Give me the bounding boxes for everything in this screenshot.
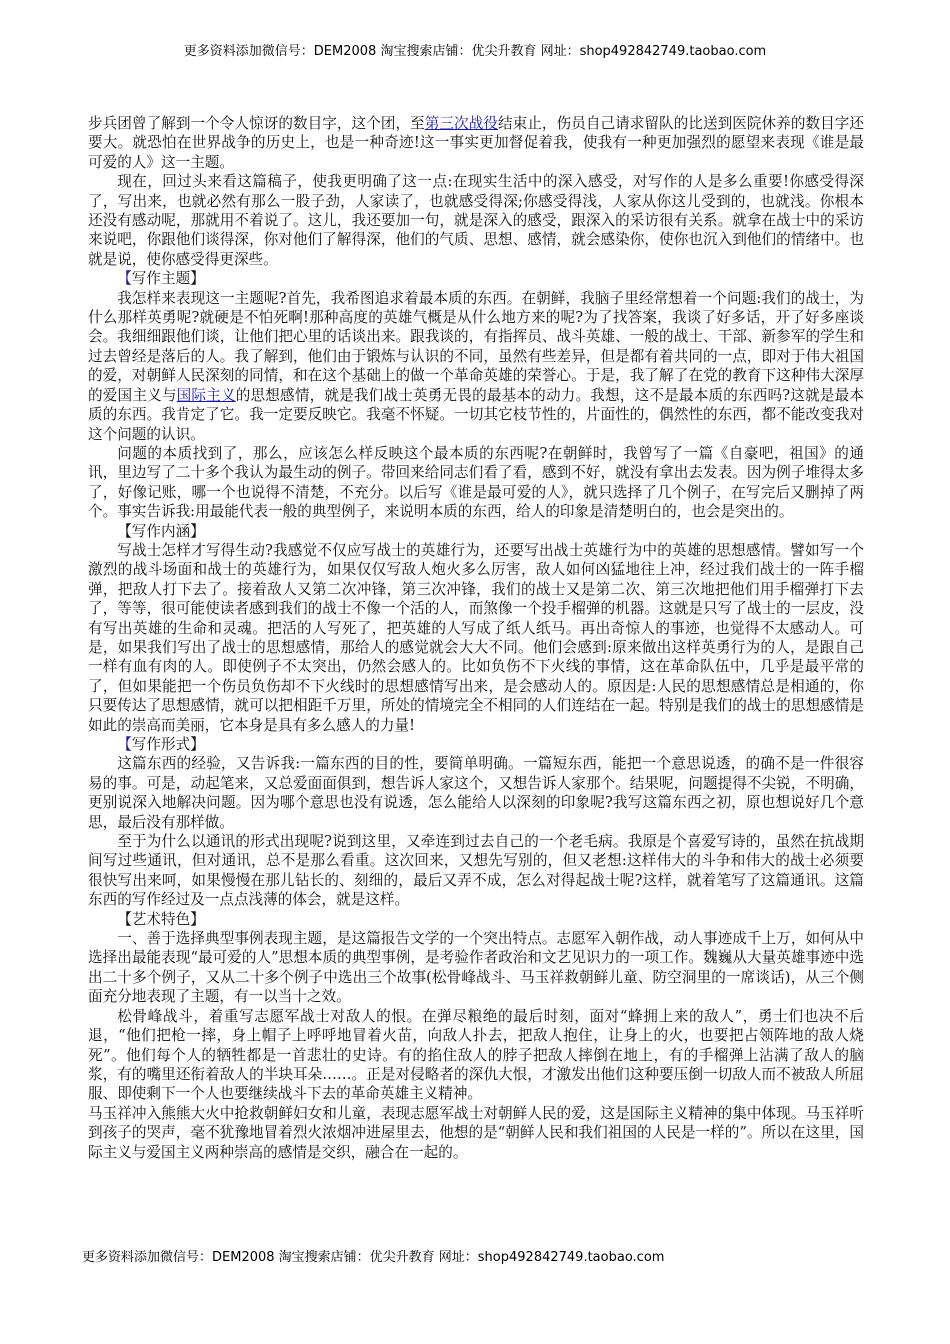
paragraph: 现在，回过头来看这篇稿子，使我更明确了这一点:在现实生活中的深入感受，对写作的人是多么重要!你感受得深了，写出来，也就必然有那么一股子劲，人家读了，也就感受得深;你感受得浅，人家从你这儿受到的，也就浅。你根本还没有感动呢，那就用不着说了。这儿，我还要加一句，就是深入的感受，跟深入的采访很有关系。就拿在战士中的采访来说吧，你跟他们谈得深，你对他们了解得深，他们的气质、思想、感情，就会感染你，使你也沉入到他们的情绪中。也就是说，使你感受得更深些。	[88, 173, 864, 268]
page-footer: 更多资料添加微信号：DEM2008 淘宝搜索店铺：优尖升教育 网址：shop492842749.taobao.com	[82, 1250, 665, 1265]
paragraph: 马玉祥冲入熊熊大火中抢救朝鲜妇女和儿童，表现志愿军战士对朝鲜人民的爱，这是国际主义精神的集中体现。马玉祥听到孩子的哭声，毫不犹豫地冒着烈火浓烟冲进屋里去，他想的是“朝鲜人民和我们祖国的人民是一样的”。所以在这里，国际主义与爱国主义两种崇高的感情是交织，融合在一起的。	[88, 1104, 864, 1161]
paragraph: 我怎样来表现这一主题呢?首先，我希图追求着最本质的东西。在朝鲜，我脑子里经常想着一个问题:我们的战士，为什么那样英勇呢?就硬是不怕死啊!那种高度的英雄气概是从什么地方来的呢?为了找答案，我谈了好多话，开了好多座谈会。我细细跟他们谈，让他们把心里的话谈出来。跟我谈的，有指挥员、战斗英雄、一般的战士、干部、新参军的学生和过去曾经是落后的人。我了解到，他们由于锻炼与认识的不同，虽然有些差异，但是都有着共同的一点，即对于伟大祖国的爱，对朝鲜人民深刻的同情，和在这个基础上的做一个革命英雄的荣誉心。于是，我了解了在党的教育下这种伟大深厚的爱国主义与国际主义的思想感情，就是我们战士英勇无畏的最基本的动力。我想，这不是最本质的东西吗?这就是最本质的东西。我肯定了它。我一定要反映它。我毫不怀疑。一切其它枝节性的，片面性的，偶然性的东西，都不能改变我对这个问题的认识。	[88, 289, 864, 443]
paragraph: 这篇东西的经验，又告诉我:一篇东西的目的性，要简单明确。一篇短东西，能把一个意思说透，的确不是一件很容易的事。可是，动起笔来，又总爱面面俱到，想告诉人家这个，又想告诉人家那个。结果呢，问题提得不尖锐，不明确，更别说深入地解决问题。因为哪个意思也没有说透，怎么能给人以深刻的印象呢?我写这篇东西之初，原也想说好几个意思，最后没有那样做。	[88, 755, 864, 831]
paragraph: 写战士怎样才写得生动?我感觉不仅应写战士的英雄行为，还要写出战士英雄行为中的英雄的思想感情。譬如写一个激烈的战斗场面和战士的英雄行为，如果仅仅写敌人炮火多么厉害，敌人如何凶猛地往上冲，经过我们战士的一阵手榴弹，把敌人打下去了。接着敌人又第二次冲锋，第三次冲锋，我们的战士又是第二次、第三次地把他们用手榴弹打下去了，等等，很可能使读者感到我们的战士不像一个活的人，而煞像一个投手榴弹的机器。这就是只写了战士的一层皮，没有写出英雄的生命和灵魂。把活的人写死了，把英雄的人写成了纸人纸马。再出奇惊人的事迹，也觉得不太感动人。可是，如果我们写出了战士的思想感情，那给人的感觉就会大大不同。他们会感到:原来做出这样英勇行为的人，是跟自己一样有血有肉的人。即使例子不太突出，仍然会感人的。比如负伤不下火线的事情，这在革命队伍中，几乎是最平常的了，但如果能把一个伤员负伤却不下火线时的思想感情写出来，是会感动人的。原因是:人民的思想感情总是相通的，你只要传达了思想感情，就可以把相距千万里，所处的情境完全不相同的人们连结在一起。特别是我们的战士的思想感情是如此的崇高而美丽，它本身是具有多么感人的力量!	[88, 541, 864, 734]
paragraph: 问题的本质找到了，那么，应该怎么样反映这个最本质的东西呢?在朝鲜时，我曾写了一篇《自豪吧，祖国》的通讯，里边写了二十多个我认为最生动的例子。带回来给同志们看了看，感到不好，就没有拿出去发表。因为例子堆得太多了，好像记账，哪一个也说得不清楚，不充分。以后写《谁是最可爱的人》，就只选择了几个例子，在写完后又删掉了两个。事实告诉我:用最能代表一般的典型例子，来说明本质的东西，给人的印象是清楚明白的，也会是突出的。	[88, 444, 864, 521]
section-heading-content: 【写作内涵】	[117, 522, 205, 540]
section-heading-form: 【写作形式】	[117, 736, 205, 753]
section-heading-theme: 【写作主题】	[117, 270, 205, 288]
section-heading-art: 【艺术特色】	[117, 910, 205, 928]
paragraph: 步兵团曾了解到一个令人惊讶的数目字，这个团，至第三次战役结束止，伤员自己请求留队的比送到医院休养的数目字还要大。就恐怕在世界战争的历史上，也是一种奇迹!这一事实更加督促着我，使我有一种更加强烈的愿望来表现《谁是最可爱的人》这一主题。	[88, 115, 864, 171]
link-internationalism[interactable]: 国际主义	[176, 386, 236, 404]
paragraph: 至于为什么以通讯的形式出现呢?说到这里，又牵连到过去自己的一个老毛病。我原是个喜爱写诗的，虽然在抗战期间写过些通讯，但对通讯，总不是那么看重。这次回来，又想先写别的，但又老想:这样伟大的斗争和伟大的战士必须要很快写出来呵，如果慢慢在那儿钻长的、刻细的，最后又弄不成，怎么对得起战士呢?这样，就着笔写了这篇通讯。这篇东西的写作经过及一点点浅薄的体会，就是这样。	[88, 833, 864, 909]
paragraph: 一、善于选择典型事例表现主题，是这篇报告文学的一个突出特点。志愿军入朝作战，动人事迹成千上万，如何从中选择出最能表现“最可爱的人”思想本质的典型事例，是考验作者政治和文艺见识力的一项工作。魏巍从大量英雄事迹中选出二十多个例子，又从二十多个例子中选出三个故事(松骨峰战斗、马玉祥救朝鲜儿童、防空洞里的一席谈话)，从三个侧面充分地表现了主题，有一以当十之效。	[88, 930, 864, 1006]
link-third-campaign[interactable]: 第三次战役	[424, 115, 498, 132]
page-header: 更多资料添加微信号：DEM2008 淘宝搜索店铺：优尖升教育 网址：shop492842749.taobao.com	[183, 44, 767, 59]
paragraph: 松骨峰战斗，着重写志愿军战士对敌人的恨。在弹尽粮绝的最后时刻，面对“蜂拥上来的敌人”，勇士们也决不后退，“他们把枪一摔，身上帽子上呼呼地冒着火苗，向敌人扑去，把敌人抱住，让身上的火，也要把占领阵地的敌人烧死”。他们每个人的牺牲都是一首悲壮的史诗。有的掐住敌人的脖子把敌人摔倒在地上，有的手榴弹上沾满了敌人的脑浆，有的嘴里还衔着敌人的半块耳朵……。正是对侵略者的深仇大恨，才激发出他们这种要压倒一切敌人而不被敌人所屈服、即使剩下一个人也要继续战斗下去的革命英雄主义精神。	[88, 1007, 864, 1103]
article-body	[88, 114, 864, 1162]
